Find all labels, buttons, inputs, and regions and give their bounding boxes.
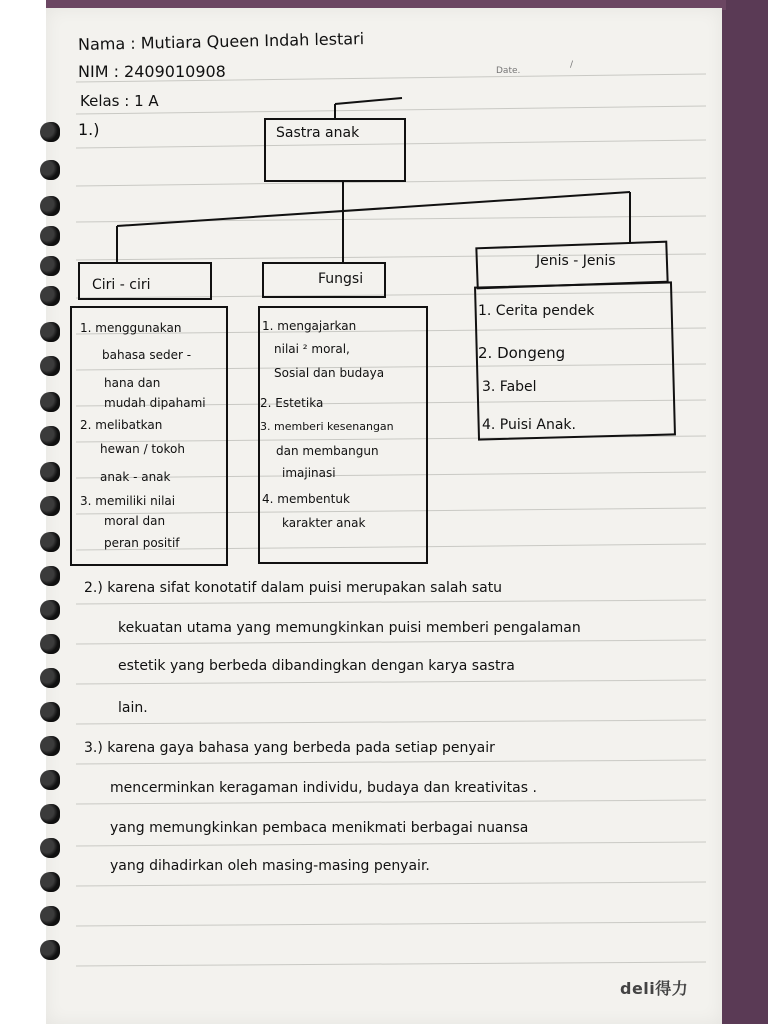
branch-fungsi-title: Fungsi [318, 271, 364, 287]
date-slash: / [570, 60, 574, 70]
answer-3-line: yang dihadirkan oleh masing-masing penyair. [110, 858, 430, 874]
student-nim: NIM : 2409010908 [78, 62, 226, 81]
fungsi-item-line: 1. mengajarkan [262, 319, 357, 333]
jenis-item-line: 1. Cerita pendek [478, 303, 595, 319]
ciri-item-line: anak - anak [100, 470, 171, 484]
fungsi-item-line: 3. memberi kesenangan [260, 420, 394, 433]
jenis-item-line: 2. Dongeng [478, 344, 566, 362]
ciri-item-line: 1. menggunakan [80, 321, 182, 335]
question-1-number: 1.) [78, 120, 100, 139]
fungsi-item-line: imajinasi [282, 466, 336, 480]
ciri-item-line: hana dan [104, 376, 161, 390]
jenis-item-line: 3. Fabel [482, 379, 537, 395]
answer-3-line: 3.) karena gaya bahasa yang berbeda pada setiap penyair [84, 740, 495, 756]
answer-3-line: yang memungkinkan pembaca menikmati berbagai nuansa [110, 820, 529, 836]
fungsi-item-line: Sosial dan budaya [274, 366, 385, 380]
branch-ciri-title: Ciri - ciri [92, 277, 151, 293]
ciri-item-line: moral dan [104, 514, 166, 528]
answer-2-line: kekuatan utama yang memungkinkan puisi memberi pengalaman [118, 620, 581, 636]
ciri-item-line: hewan / tokoh [100, 442, 185, 456]
notebook-brand-logo: deli得力 [620, 979, 689, 998]
answer-2-line: estetik yang berbeda dibandingkan dengan karya sastra [118, 658, 515, 674]
ciri-item-line: mudah dipahami [104, 396, 206, 410]
student-class: Kelas : 1 A [80, 92, 159, 110]
date-label: Date. [496, 66, 521, 76]
fungsi-item-line: nilai ² moral, [274, 342, 350, 356]
answer-2-line: lain. [118, 700, 148, 716]
ciri-item-line: 3. memiliki nilai [80, 494, 176, 508]
jenis-item-line: 4. Puisi Anak. [482, 417, 576, 433]
ciri-item-line: peran positif [104, 536, 180, 550]
fungsi-item-line: karakter anak [282, 516, 366, 530]
fungsi-item-line: dan membangun [276, 444, 379, 458]
root-node-label: Sastra anak [276, 125, 360, 141]
answer-2-line: 2.) karena sifat konotatif dalam puisi merupakan salah satu [84, 580, 503, 596]
fungsi-item-line: 4. membentuk [262, 492, 350, 506]
branch-jenis-title: Jenis - Jenis [536, 253, 616, 269]
answer-3-line: mencerminkan keragaman individu, budaya dan kreativitas . [110, 780, 537, 796]
student-name: Nama : Mutiara Queen Indah lestari [77, 29, 365, 54]
ciri-item-line: bahasa seder - [102, 348, 192, 362]
fungsi-item-line: 2. Estetika [260, 396, 324, 410]
ciri-item-line: 2. melibatkan [80, 418, 163, 432]
